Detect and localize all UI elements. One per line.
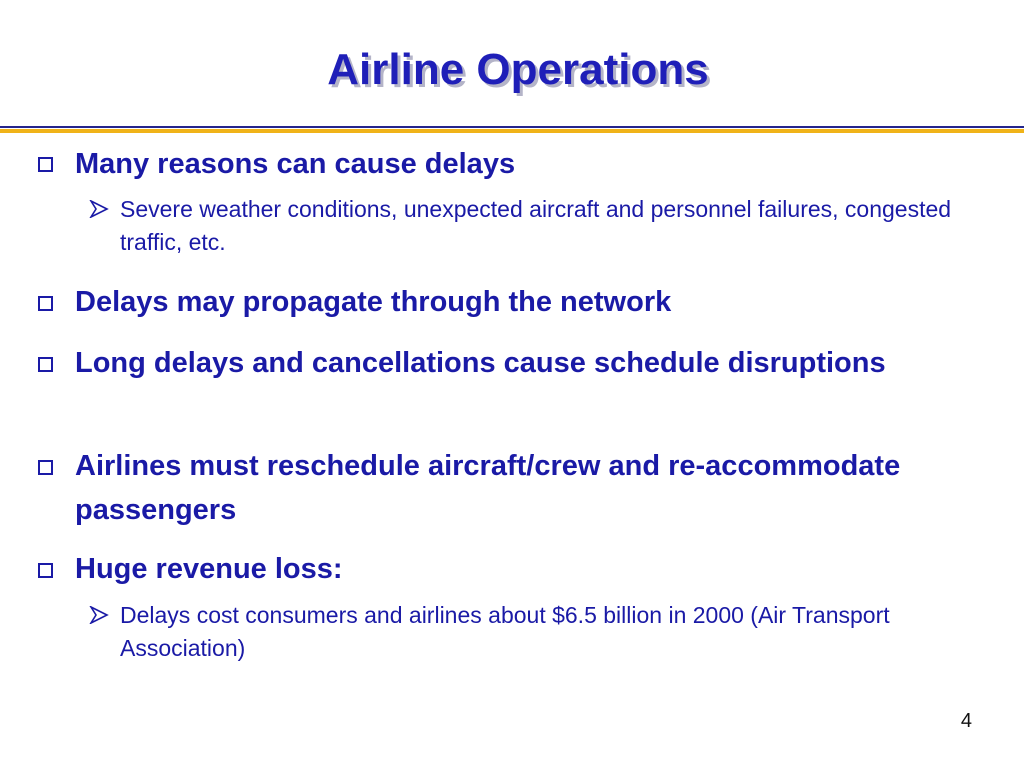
- square-bullet-icon: [38, 563, 53, 578]
- arrowhead-bullet-icon: [89, 200, 109, 218]
- page-number: 4: [960, 710, 972, 732]
- sub-bullet-item: Severe weather conditions, unexpected aircraft and personnel failures, congested traffic, etc.: [120, 196, 952, 255]
- square-bullet-icon: [38, 157, 53, 172]
- title-divider-dark: [0, 126, 1024, 128]
- square-bullet-icon: [38, 460, 53, 475]
- bullet-item: Many reasons can cause delays: [75, 148, 516, 180]
- bullet-item: Airlines must reschedule aircraft/crew and re-accommodate passengers: [75, 450, 901, 526]
- arrowhead-bullet-icon: [89, 606, 109, 624]
- bullet-item: Delays may propagate through the network: [75, 286, 672, 318]
- square-bullet-icon: [38, 296, 53, 311]
- title-divider-gold: [0, 129, 1024, 133]
- bullet-item: Huge revenue loss:: [75, 553, 343, 585]
- bullet-item: Long delays and cancellations cause schedule disruptions: [75, 347, 886, 379]
- sub-bullet-item: Delays cost consumers and airlines about $6.5 billion in 2000 (Air Transport Association): [120, 602, 890, 661]
- slide-title: Airline Operations: [327, 45, 709, 94]
- square-bullet-icon: [38, 357, 53, 372]
